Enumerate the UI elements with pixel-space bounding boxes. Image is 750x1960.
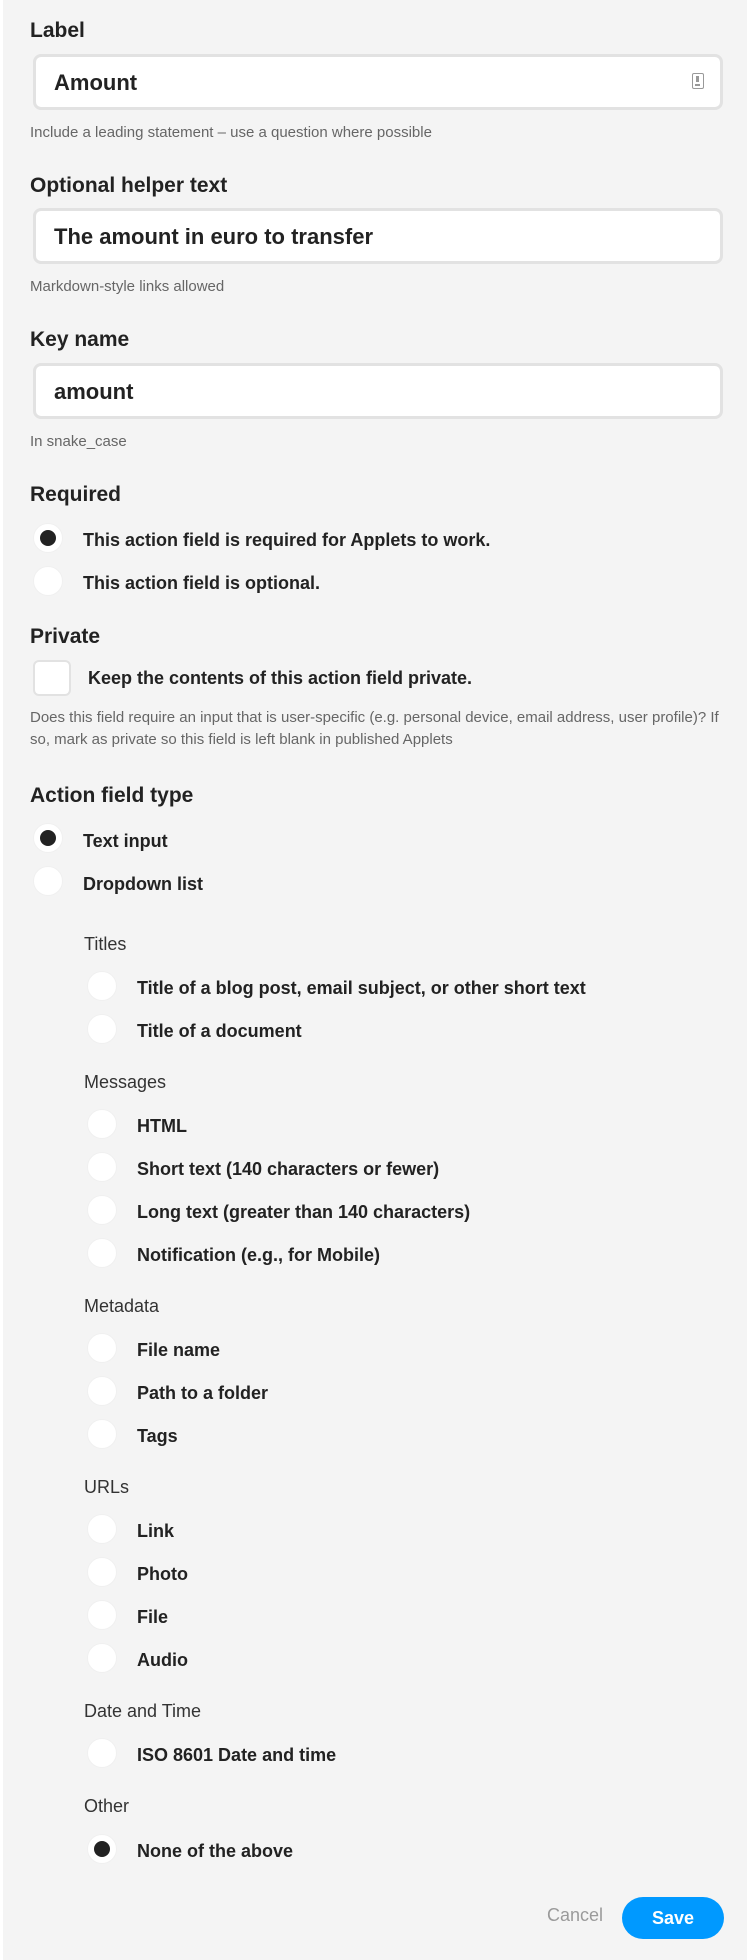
required-heading: Required xyxy=(30,483,122,506)
key-name-input-value: amount xyxy=(54,379,134,404)
radio-notification[interactable] xyxy=(87,1238,117,1268)
radio-none-of-above[interactable] xyxy=(87,1834,117,1864)
long-text-option-label: Long text (greater than 140 characters) xyxy=(137,1202,471,1222)
category-urls: URLs xyxy=(84,1477,130,1497)
radio-short-text[interactable] xyxy=(87,1152,117,1182)
private-hint: Does this field require an input that is user-specific (e.g. personal device, email address, user profile)? If so, mark as private so this field is left blank in published Applets xyxy=(30,709,719,748)
audio-option-label: Audio xyxy=(137,1650,188,1670)
category-other: Other xyxy=(84,1796,130,1816)
notification-option-label: Notification (e.g., for Mobile) xyxy=(137,1245,380,1265)
save-button[interactable]: Save xyxy=(622,1897,724,1939)
radio-file-name[interactable] xyxy=(87,1333,117,1363)
label-input-value: Amount xyxy=(54,70,138,95)
none-of-above-option-label: None of the above xyxy=(137,1841,294,1861)
short-text-option-label: Short text (140 characters or fewer) xyxy=(137,1159,440,1179)
cancel-button[interactable]: Cancel xyxy=(547,1905,604,1925)
helper-hint: Markdown-style links allowed xyxy=(30,278,225,295)
category-titles: Titles xyxy=(84,934,127,954)
radio-blog-title[interactable] xyxy=(87,971,117,1001)
required-option-label: This action field is required for Applets to work. xyxy=(83,530,491,550)
tags-option-label: Tags xyxy=(137,1426,178,1446)
document-title-option-label: Title of a document xyxy=(137,1021,302,1041)
radio-link[interactable] xyxy=(87,1514,117,1544)
key-name-hint: In snake_case xyxy=(30,433,127,450)
private-heading: Private xyxy=(30,625,101,648)
required-radio-optional[interactable] xyxy=(33,566,63,596)
label-heading: Label xyxy=(30,19,85,42)
dropdown-option-label: Dropdown list xyxy=(83,874,203,894)
category-metadata: Metadata xyxy=(84,1296,160,1316)
helper-text-input[interactable] xyxy=(33,208,723,264)
label-input[interactable] xyxy=(33,54,723,110)
field-type-heading: Action field type xyxy=(30,784,194,807)
iso-date-option-label: ISO 8601 Date and time xyxy=(137,1745,337,1765)
radio-audio[interactable] xyxy=(87,1643,117,1673)
blog-title-option-label: Title of a blog post, email subject, or other short text xyxy=(137,978,586,998)
html-option-label: HTML xyxy=(137,1116,187,1136)
category-messages: Messages xyxy=(84,1072,167,1092)
field-type-radio-text-input[interactable] xyxy=(33,823,63,853)
action-field-form xyxy=(3,0,747,1960)
radio-tags[interactable] xyxy=(87,1419,117,1449)
optional-option-label: This action field is optional. xyxy=(83,573,321,593)
label-hint: Include a leading statement – use a question where possible xyxy=(30,124,432,141)
file-option-label: File xyxy=(137,1607,169,1627)
photo-option-label: Photo xyxy=(137,1564,188,1584)
radio-document-title[interactable] xyxy=(87,1014,117,1044)
radio-folder-path[interactable] xyxy=(87,1376,117,1406)
helper-heading: Optional helper text xyxy=(30,174,228,197)
required-radio-required[interactable] xyxy=(33,523,63,553)
file-name-option-label: File name xyxy=(137,1340,221,1360)
radio-file[interactable] xyxy=(87,1600,117,1630)
helper-text-input-value: The amount in euro to transfer xyxy=(54,224,374,249)
link-option-label: Link xyxy=(137,1521,175,1541)
document-icon xyxy=(692,73,704,89)
radio-html[interactable] xyxy=(87,1109,117,1139)
category-date-time: Date and Time xyxy=(84,1701,202,1721)
radio-iso-date[interactable] xyxy=(87,1738,117,1768)
text-input-option-label: Text input xyxy=(83,831,168,851)
key-name-input[interactable] xyxy=(33,363,723,419)
private-checkbox-label: Keep the contents of this action field private. xyxy=(88,668,473,688)
radio-long-text[interactable] xyxy=(87,1195,117,1225)
radio-photo[interactable] xyxy=(87,1557,117,1587)
key-name-heading: Key name xyxy=(30,328,130,351)
folder-path-option-label: Path to a folder xyxy=(137,1383,269,1403)
field-type-radio-dropdown[interactable] xyxy=(33,866,63,896)
private-checkbox[interactable] xyxy=(33,660,71,696)
